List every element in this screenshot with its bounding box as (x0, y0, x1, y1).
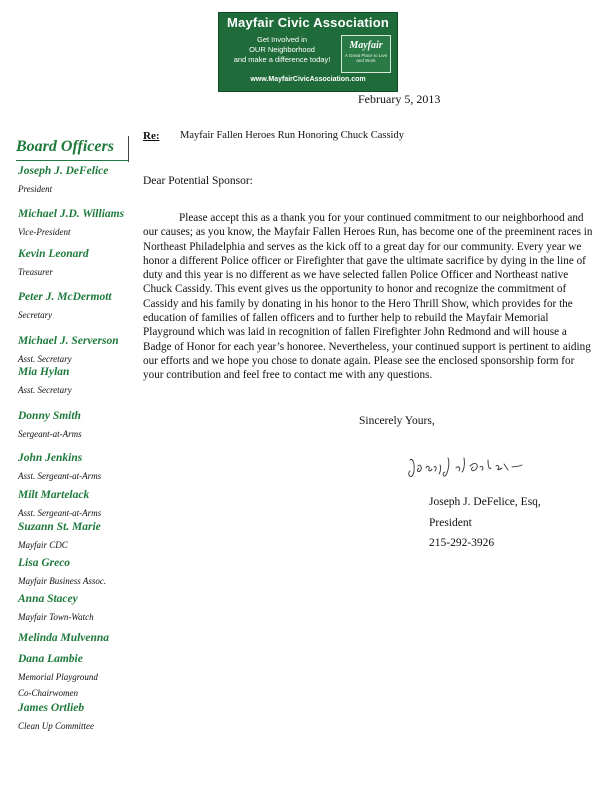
re-subject: Mayfair Fallen Heroes Run Honoring Chuck Cassidy (180, 130, 404, 141)
signer-phone: 215-292-3926 (429, 537, 495, 549)
officer-role: Mayfair CDC (18, 540, 68, 550)
officer-role: Mayfair Business Assoc. (18, 576, 107, 586)
officer-role: Memorial Playground (18, 672, 98, 682)
sidebar-title: Board Officers (16, 138, 114, 155)
tagline-line: Get Involved in (256, 35, 308, 44)
sidebar-vertical-divider (128, 136, 129, 162)
header-logo (218, 12, 398, 92)
officer-name: Kevin Leonard (18, 248, 89, 260)
officer-name: Peter J. McDermott (18, 291, 112, 303)
officer-name: Michael J. Serverson (18, 335, 119, 347)
org-name: Mayfair Civic Association (226, 15, 389, 30)
tagline-line: and make a difference today! (233, 55, 331, 64)
officer-name: John Jenkins (18, 452, 83, 464)
logo-tagline (227, 35, 337, 65)
officer-role: Asst. Sergeant-at-Arms (18, 471, 102, 481)
signer-title: President (429, 517, 472, 529)
officer-role: Clean Up Committee (18, 721, 94, 731)
officer-role: Asst. Sergeant-at-Arms (18, 508, 102, 518)
closing: Sincerely Yours, (359, 415, 435, 427)
officer-name: Dana Lambie (18, 653, 83, 665)
officer-name: Lisa Greco (18, 557, 71, 569)
sidebar-divider (16, 160, 128, 161)
signature-image (404, 452, 534, 482)
officer-name: Melinda Mulvenna (18, 632, 110, 644)
salutation: Dear Potential Sponsor: (143, 175, 253, 187)
letter-date: February 5, 2013 (358, 92, 441, 106)
officer-name: Mia Hylan (18, 366, 70, 378)
signer-name: Joseph J. DeFelice, Esq, (429, 496, 541, 508)
officer-role: Asst. Secretary (18, 354, 72, 364)
officer-role: President (18, 184, 53, 194)
officer-name: Joseph J. DeFelice (18, 165, 109, 177)
badge-name: Mayfair (349, 40, 383, 51)
logo-badge (341, 35, 391, 73)
badge-subtitle: A Great Place to Live and Work (344, 53, 388, 63)
org-url: www.MayfairCivicAssociation.com (250, 76, 366, 83)
officer-name: Milt Martelack (18, 489, 90, 501)
officer-role: Vice-President (18, 227, 71, 237)
officer-role: Sergeant-at-Arms (18, 429, 82, 439)
tagline-line: OUR Neighborhood (249, 45, 315, 54)
officer-role: Asst. Secretary (18, 385, 72, 395)
officer-name: Suzann St. Marie (18, 521, 101, 533)
officer-role: Co-Chairwomen (18, 688, 79, 698)
officer-role: Treasurer (18, 267, 53, 277)
officer-name: Michael J.D. Williams (18, 208, 125, 220)
re-label: Re: (143, 130, 160, 142)
officer-name: Anna Stacey (18, 593, 78, 605)
officer-role: Mayfair Town-Watch (18, 612, 94, 622)
letter-body: Please accept this as a thank you for your continued commitment to our neighborhood and our causes; as you know, the Mayfair Fallen Heroes Run, has become one of the preeminent races in Northeast Philadelphia and serves as the kick off to a great day for our community. Every year we honor a different Police officer or Firefighter that gave the ultimate sacrifice by dying in the line of duty and this year is no different as we have selected fallen Police Officer and Northeast native Chuck Cassidy. This event gives us the opportunity to honor and recognize the commitment of Cassidy and his family by donating in his honor to the Hero Thrill Show, which provides for the education of families of fallen officers and to further help to rebuild the Mayfair Memorial Playground which was laid in recognition of fallen Firefighter John Redmond and will house a Badge of Honor for each year’s honoree. Nevertheless, your continued support is pertinent to aiding our efforts and we hope you chose to donate again. Please see the enclosed sponsorship form for your contribution and feel free to contact me with any questions. (143, 212, 593, 382)
officer-role: Secretary (18, 310, 53, 320)
officer-name: Donny Smith (18, 410, 81, 422)
officer-name: James Ortlieb (18, 702, 85, 714)
